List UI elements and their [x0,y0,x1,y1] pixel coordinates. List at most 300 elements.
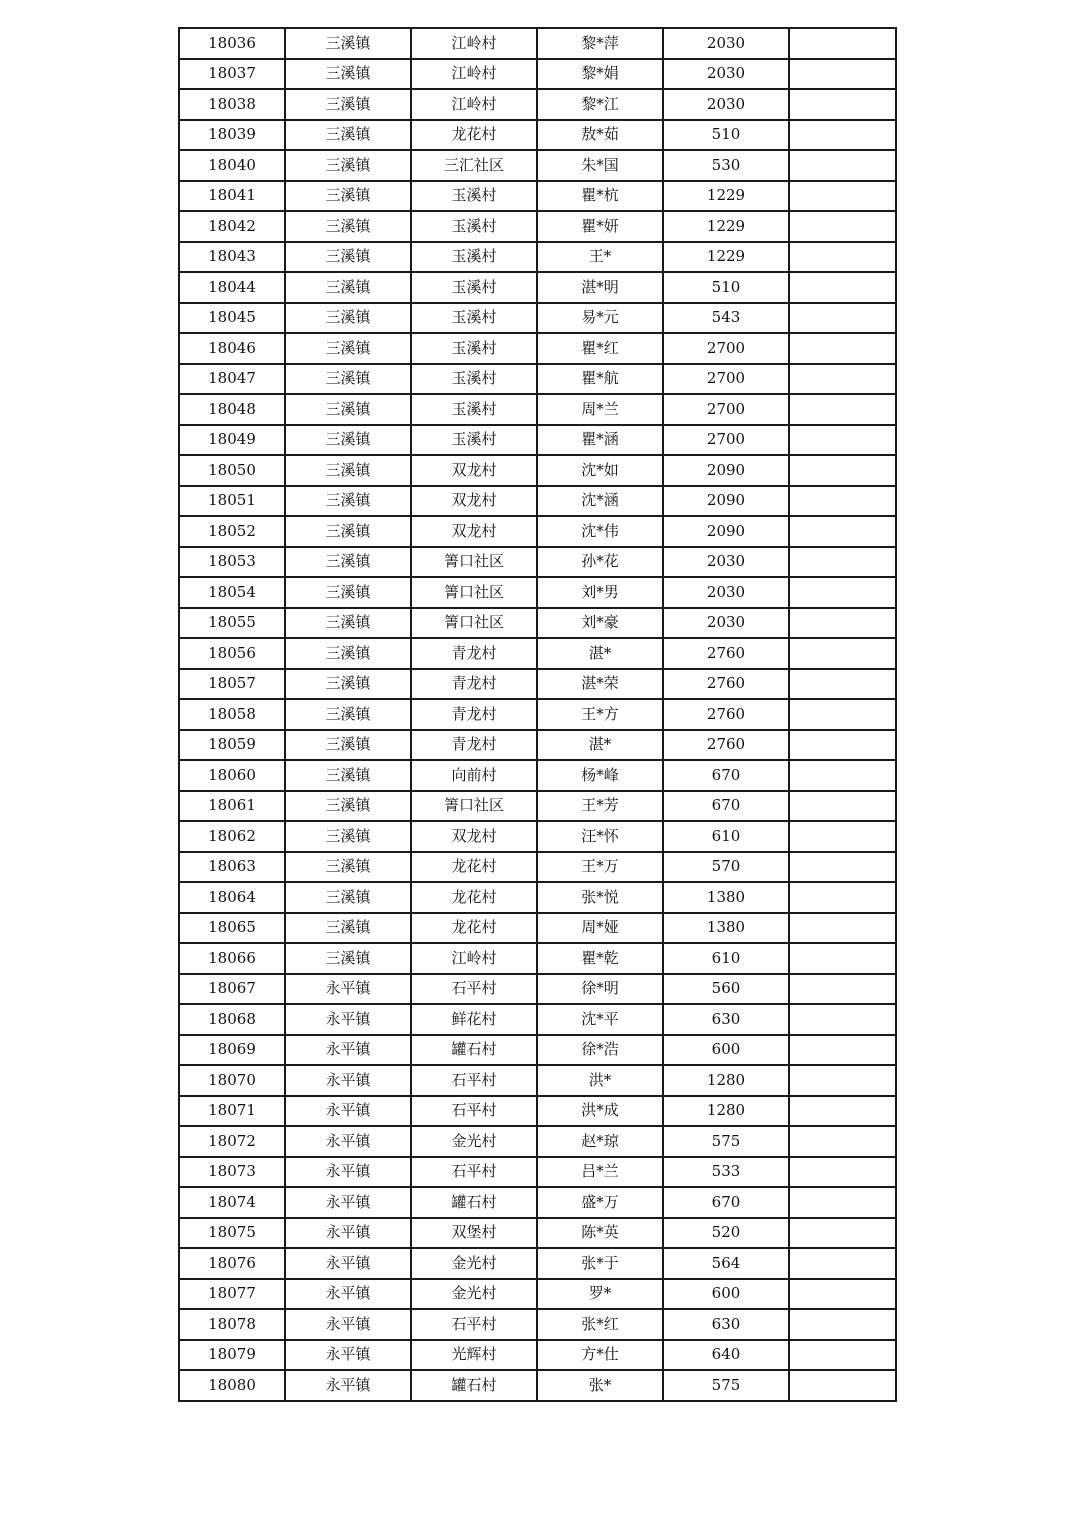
table-row [179,1279,896,1310]
village-cell: 三汇社区 [411,150,537,181]
row-id-cell: 18079 [179,1340,285,1371]
name-cell: 赵*琼 [537,1126,663,1157]
town-cell: 三溪镇 [285,425,411,456]
name-cell: 湛* [537,730,663,761]
row-id-cell: 18070 [179,1065,285,1096]
village-cell: 双龙村 [411,486,537,517]
note-cell [789,1279,896,1310]
table-row [179,486,896,517]
row-id-cell: 18056 [179,638,285,669]
note-cell [789,59,896,90]
table-row [179,1035,896,1066]
village-cell: 青龙村 [411,730,537,761]
table-row [179,425,896,456]
row-id-cell: 18045 [179,303,285,334]
row-id-cell: 18047 [179,364,285,395]
name-cell: 周*娅 [537,913,663,944]
note-cell [789,242,896,273]
name-cell: 瞿*涵 [537,425,663,456]
village-cell: 鲜花村 [411,1004,537,1035]
name-cell: 易*元 [537,303,663,334]
town-cell: 三溪镇 [285,882,411,913]
amount-cell: 2760 [663,669,789,700]
table-row [179,608,896,639]
table-row [179,943,896,974]
amount-cell: 520 [663,1218,789,1249]
row-id-cell: 18048 [179,394,285,425]
name-cell: 沈*涵 [537,486,663,517]
village-cell: 江岭村 [411,59,537,90]
note-cell [789,89,896,120]
amount-cell: 610 [663,943,789,974]
village-cell: 玉溪村 [411,394,537,425]
town-cell: 永平镇 [285,1065,411,1096]
note-cell [789,669,896,700]
note-cell [789,455,896,486]
village-cell: 箐口社区 [411,791,537,822]
village-cell: 青龙村 [411,699,537,730]
table-row [179,730,896,761]
note-cell [789,577,896,608]
note-cell [789,1004,896,1035]
village-cell: 石平村 [411,1065,537,1096]
amount-cell: 510 [663,120,789,151]
row-id-cell: 18049 [179,425,285,456]
amount-cell: 2700 [663,333,789,364]
village-cell: 罐石村 [411,1370,537,1401]
row-id-cell: 18067 [179,974,285,1005]
note-cell [789,943,896,974]
amount-cell: 2090 [663,455,789,486]
note-cell [789,608,896,639]
town-cell: 三溪镇 [285,394,411,425]
amount-cell: 2700 [663,364,789,395]
table-row [179,577,896,608]
town-cell: 三溪镇 [285,913,411,944]
note-cell [789,821,896,852]
amount-cell: 640 [663,1340,789,1371]
village-cell: 双龙村 [411,821,537,852]
row-id-cell: 18041 [179,181,285,212]
town-cell: 永平镇 [285,1035,411,1066]
table-row [179,1370,896,1401]
amount-cell: 600 [663,1035,789,1066]
amount-cell: 543 [663,303,789,334]
row-id-cell: 18046 [179,333,285,364]
name-cell: 方*仕 [537,1340,663,1371]
village-cell: 江岭村 [411,28,537,59]
row-id-cell: 18052 [179,516,285,547]
row-id-cell: 18038 [179,89,285,120]
amount-cell: 2030 [663,89,789,120]
note-cell [789,852,896,883]
name-cell: 黎*江 [537,89,663,120]
row-id-cell: 18057 [179,669,285,700]
table-row [179,852,896,883]
note-cell [789,547,896,578]
note-cell [789,425,896,456]
amount-cell: 1280 [663,1065,789,1096]
name-cell: 王*芳 [537,791,663,822]
name-cell: 汪*怀 [537,821,663,852]
row-id-cell: 18063 [179,852,285,883]
name-cell: 洪* [537,1065,663,1096]
town-cell: 三溪镇 [285,333,411,364]
row-id-cell: 18074 [179,1187,285,1218]
village-cell: 石平村 [411,1096,537,1127]
table-row [179,882,896,913]
village-cell: 龙花村 [411,852,537,883]
town-cell: 永平镇 [285,1248,411,1279]
town-cell: 三溪镇 [285,730,411,761]
name-cell: 王*方 [537,699,663,730]
town-cell: 三溪镇 [285,669,411,700]
village-cell: 罐石村 [411,1187,537,1218]
amount-cell: 670 [663,760,789,791]
name-cell: 洪*成 [537,1096,663,1127]
village-cell: 光辉村 [411,1340,537,1371]
village-cell: 箐口社区 [411,547,537,578]
village-cell: 双龙村 [411,516,537,547]
table-row [179,181,896,212]
note-cell [789,28,896,59]
table-row [179,516,896,547]
amount-cell: 2760 [663,638,789,669]
row-id-cell: 18072 [179,1126,285,1157]
amount-cell: 600 [663,1279,789,1310]
note-cell [789,1370,896,1401]
row-id-cell: 18053 [179,547,285,578]
village-cell: 玉溪村 [411,272,537,303]
table-row [179,1187,896,1218]
name-cell: 杨*峰 [537,760,663,791]
town-cell: 三溪镇 [285,821,411,852]
town-cell: 三溪镇 [285,181,411,212]
name-cell: 徐*明 [537,974,663,1005]
name-cell: 张*于 [537,1248,663,1279]
table-row [179,1096,896,1127]
row-id-cell: 18065 [179,913,285,944]
note-cell [789,882,896,913]
amount-cell: 1280 [663,1096,789,1127]
village-cell: 双龙村 [411,455,537,486]
name-cell: 瞿*杭 [537,181,663,212]
village-cell: 向前村 [411,760,537,791]
amount-cell: 2030 [663,608,789,639]
name-cell: 黎*娟 [537,59,663,90]
amount-cell: 2760 [663,730,789,761]
amount-cell: 2030 [663,28,789,59]
name-cell: 瞿*乾 [537,943,663,974]
table-row [179,211,896,242]
town-cell: 永平镇 [285,1279,411,1310]
row-id-cell: 18078 [179,1309,285,1340]
name-cell: 张*悦 [537,882,663,913]
amount-cell: 1229 [663,242,789,273]
note-cell [789,974,896,1005]
village-cell: 青龙村 [411,669,537,700]
row-id-cell: 18042 [179,211,285,242]
amount-cell: 2030 [663,577,789,608]
village-cell: 江岭村 [411,89,537,120]
amount-cell: 2700 [663,425,789,456]
village-cell: 石平村 [411,974,537,1005]
village-cell: 双堡村 [411,1218,537,1249]
table-row [179,791,896,822]
table-row [179,974,896,1005]
table-row [179,333,896,364]
table-row [179,1218,896,1249]
village-cell: 玉溪村 [411,333,537,364]
data-table [178,27,897,1402]
table-row [179,699,896,730]
name-cell: 黎*萍 [537,28,663,59]
village-cell: 玉溪村 [411,364,537,395]
note-cell [789,272,896,303]
amount-cell: 2090 [663,516,789,547]
note-cell [789,1035,896,1066]
village-cell: 石平村 [411,1309,537,1340]
row-id-cell: 18077 [179,1279,285,1310]
town-cell: 三溪镇 [285,364,411,395]
village-cell: 青龙村 [411,638,537,669]
table-row [179,821,896,852]
town-cell: 三溪镇 [285,943,411,974]
row-id-cell: 18036 [179,28,285,59]
table-row [179,760,896,791]
name-cell: 王* [537,242,663,273]
table-row [179,150,896,181]
town-cell: 三溪镇 [285,272,411,303]
village-cell: 江岭村 [411,943,537,974]
table-row [179,120,896,151]
row-id-cell: 18060 [179,760,285,791]
row-id-cell: 18055 [179,608,285,639]
table-row [179,59,896,90]
amount-cell: 564 [663,1248,789,1279]
amount-cell: 670 [663,791,789,822]
village-cell: 金光村 [411,1248,537,1279]
town-cell: 三溪镇 [285,516,411,547]
row-id-cell: 18080 [179,1370,285,1401]
table-row [179,272,896,303]
note-cell [789,638,896,669]
row-id-cell: 18062 [179,821,285,852]
name-cell: 刘*豪 [537,608,663,639]
town-cell: 三溪镇 [285,28,411,59]
row-id-cell: 18058 [179,699,285,730]
row-id-cell: 18066 [179,943,285,974]
row-id-cell: 18051 [179,486,285,517]
table-row [179,242,896,273]
name-cell: 沈*伟 [537,516,663,547]
table-row [179,303,896,334]
row-id-cell: 18071 [179,1096,285,1127]
village-cell: 玉溪村 [411,242,537,273]
village-cell: 龙花村 [411,882,537,913]
village-cell: 玉溪村 [411,211,537,242]
table-body [179,28,896,1401]
town-cell: 三溪镇 [285,760,411,791]
amount-cell: 1380 [663,913,789,944]
row-id-cell: 18064 [179,882,285,913]
village-cell: 玉溪村 [411,425,537,456]
table-row [179,913,896,944]
row-id-cell: 18043 [179,242,285,273]
note-cell [789,1187,896,1218]
village-cell: 箐口社区 [411,608,537,639]
row-id-cell: 18044 [179,272,285,303]
village-cell: 石平村 [411,1157,537,1188]
amount-cell: 570 [663,852,789,883]
amount-cell: 1229 [663,211,789,242]
row-id-cell: 18040 [179,150,285,181]
note-cell [789,211,896,242]
amount-cell: 2030 [663,547,789,578]
note-cell [789,120,896,151]
name-cell: 罗* [537,1279,663,1310]
name-cell: 瞿*妍 [537,211,663,242]
note-cell [789,516,896,547]
table-row [179,1004,896,1035]
table-row [179,455,896,486]
name-cell: 张*红 [537,1309,663,1340]
note-cell [789,486,896,517]
name-cell: 徐*浩 [537,1035,663,1066]
town-cell: 三溪镇 [285,455,411,486]
town-cell: 永平镇 [285,1309,411,1340]
note-cell [789,1157,896,1188]
row-id-cell: 18037 [179,59,285,90]
amount-cell: 2090 [663,486,789,517]
town-cell: 三溪镇 [285,547,411,578]
table-row [179,394,896,425]
row-id-cell: 18069 [179,1035,285,1066]
table-row [179,547,896,578]
town-cell: 永平镇 [285,1096,411,1127]
name-cell: 湛* [537,638,663,669]
name-cell: 陈*英 [537,1218,663,1249]
name-cell: 王*万 [537,852,663,883]
note-cell [789,760,896,791]
name-cell: 刘*男 [537,577,663,608]
note-cell [789,1096,896,1127]
name-cell: 敖*茹 [537,120,663,151]
amount-cell: 2760 [663,699,789,730]
amount-cell: 2030 [663,59,789,90]
town-cell: 三溪镇 [285,608,411,639]
row-id-cell: 18068 [179,1004,285,1035]
note-cell [789,150,896,181]
amount-cell: 530 [663,150,789,181]
town-cell: 三溪镇 [285,791,411,822]
note-cell [789,1126,896,1157]
amount-cell: 575 [663,1370,789,1401]
town-cell: 三溪镇 [285,303,411,334]
town-cell: 三溪镇 [285,486,411,517]
amount-cell: 2700 [663,394,789,425]
row-id-cell: 18050 [179,455,285,486]
table-row [179,364,896,395]
town-cell: 三溪镇 [285,89,411,120]
town-cell: 三溪镇 [285,150,411,181]
amount-cell: 1229 [663,181,789,212]
town-cell: 永平镇 [285,1126,411,1157]
table-row [179,1157,896,1188]
name-cell: 沈*如 [537,455,663,486]
row-id-cell: 18076 [179,1248,285,1279]
town-cell: 三溪镇 [285,120,411,151]
table-row [179,1126,896,1157]
village-cell: 龙花村 [411,120,537,151]
town-cell: 三溪镇 [285,59,411,90]
table-row [179,28,896,59]
name-cell: 湛*明 [537,272,663,303]
note-cell [789,699,896,730]
amount-cell: 575 [663,1126,789,1157]
name-cell: 周*兰 [537,394,663,425]
village-cell: 箐口社区 [411,577,537,608]
note-cell [789,394,896,425]
table-row [179,669,896,700]
table-row [179,1248,896,1279]
town-cell: 永平镇 [285,1218,411,1249]
note-cell [789,1065,896,1096]
name-cell: 吕*兰 [537,1157,663,1188]
table-row [179,1309,896,1340]
row-id-cell: 18039 [179,120,285,151]
table-row [179,1065,896,1096]
note-cell [789,1309,896,1340]
note-cell [789,730,896,761]
town-cell: 永平镇 [285,974,411,1005]
town-cell: 永平镇 [285,1187,411,1218]
town-cell: 三溪镇 [285,577,411,608]
table-row [179,638,896,669]
village-cell: 金光村 [411,1126,537,1157]
town-cell: 永平镇 [285,1340,411,1371]
note-cell [789,303,896,334]
amount-cell: 533 [663,1157,789,1188]
row-id-cell: 18061 [179,791,285,822]
note-cell [789,364,896,395]
village-cell: 罐石村 [411,1035,537,1066]
row-id-cell: 18075 [179,1218,285,1249]
name-cell: 朱*国 [537,150,663,181]
note-cell [789,1340,896,1371]
note-cell [789,791,896,822]
name-cell: 湛*荣 [537,669,663,700]
amount-cell: 510 [663,272,789,303]
town-cell: 三溪镇 [285,699,411,730]
name-cell: 盛*万 [537,1187,663,1218]
town-cell: 永平镇 [285,1370,411,1401]
note-cell [789,913,896,944]
town-cell: 永平镇 [285,1004,411,1035]
name-cell: 瞿*红 [537,333,663,364]
name-cell: 孙*花 [537,547,663,578]
town-cell: 三溪镇 [285,211,411,242]
amount-cell: 630 [663,1309,789,1340]
note-cell [789,181,896,212]
note-cell [789,333,896,364]
village-cell: 金光村 [411,1279,537,1310]
row-id-cell: 18054 [179,577,285,608]
amount-cell: 1380 [663,882,789,913]
row-id-cell: 18059 [179,730,285,761]
amount-cell: 670 [663,1187,789,1218]
village-cell: 玉溪村 [411,181,537,212]
